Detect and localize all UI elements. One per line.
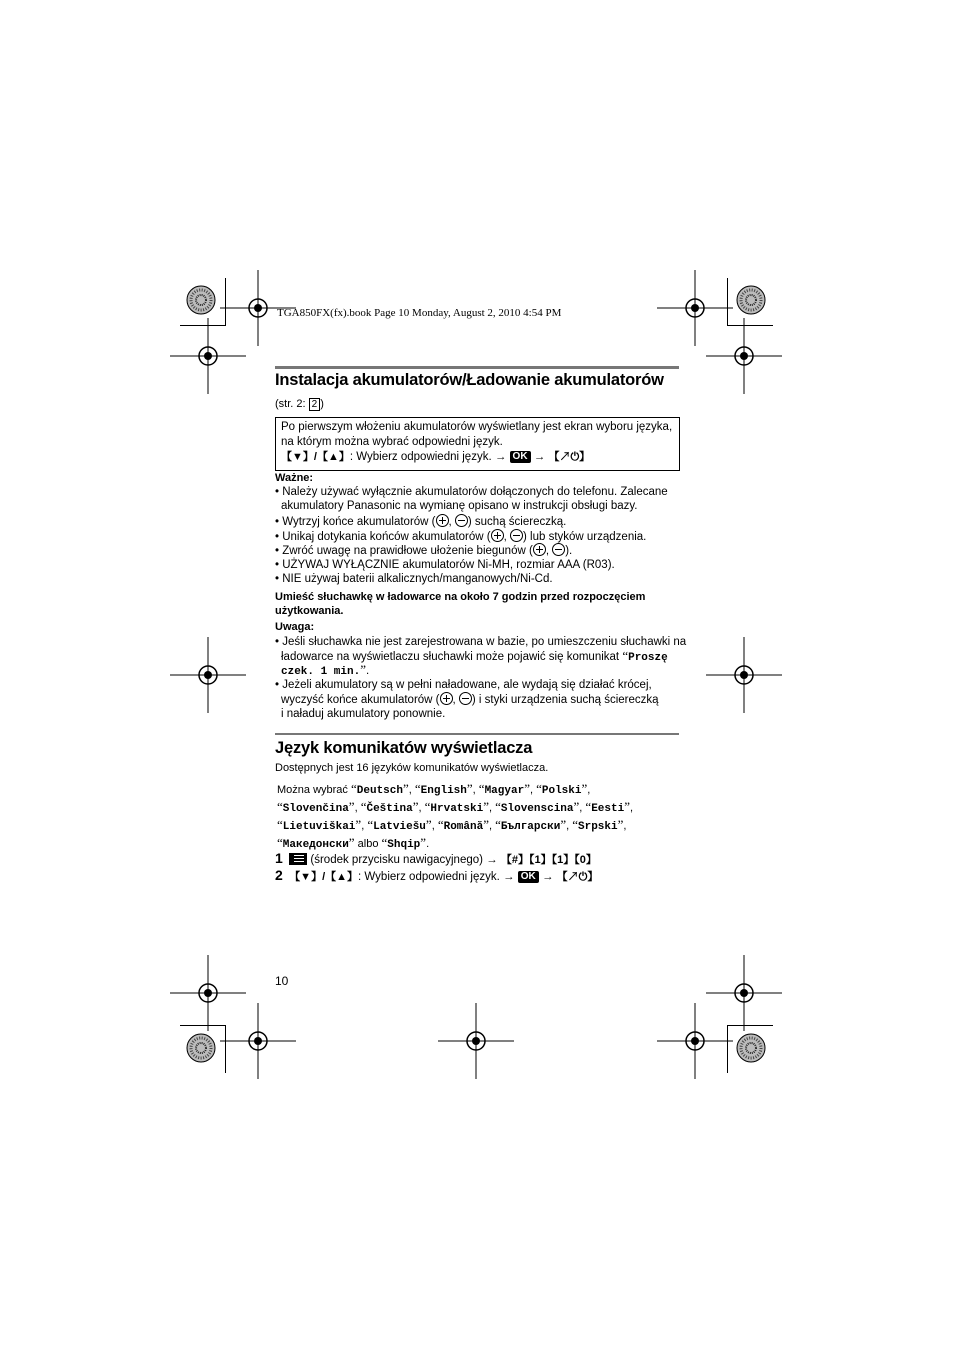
ok-button-icon: OK (518, 871, 539, 883)
list-item: i naładuj akumulatory ponownie. (281, 708, 446, 720)
arrow-icon: → (503, 871, 515, 883)
section-title-batteries: Instalacja akumulatorów/Ładowanie akumulatorów (275, 371, 664, 389)
plus-terminal-icon (533, 543, 546, 556)
arrow-icon: → (533, 451, 546, 463)
ok-button-icon: OK (510, 451, 531, 463)
step-2: 2 【▼】/【▲】: Wybierz odpowiedni język. → OK → 【↗⏻】 (275, 867, 599, 883)
minus-terminal-icon (455, 514, 468, 527)
box-line-1: Po pierwszym włożeniu akumulatorów wyświetlany jest ekran wyboru języka, (281, 421, 673, 433)
list-item: • NIE używaj baterii alkalicznych/manganowych/Ni-Cd. (275, 573, 553, 585)
display-message-cont: czek. 1 min. (281, 666, 361, 678)
list-item: • Należy używać wyłącznie akumulatorów dołączonych do telefonu. Zalecane (275, 486, 668, 498)
box-line-3: 【▼】/【▲】: Wybierz odpowiedni język. → OK → 【↗⏻】 (281, 450, 591, 463)
off-key-icon: 【↗⏻】 (556, 871, 599, 883)
language-list: Można wybrać “Deutsch”, “English”, “Magyar”, “Polski”, “Slovenčina”, “Čeština”, “Hrvatski”, “Slovenscina”, “Eesti”, “Lietuviškai”, “Latviešu”, “Română”, “Български”, “Srpski”, “Македонски” albo “Shqip”. (277, 781, 634, 851)
minus-terminal-icon (510, 529, 523, 542)
list-item: • Jeżeli akumulatory są w pełni naładowane, ale wydają się działać krócej, (275, 679, 652, 691)
book-header-line: TGA850FX(fx).book Page 10 Monday, August 2, 2010 4:54 PM (277, 307, 562, 319)
plus-terminal-icon (436, 514, 449, 527)
plus-terminal-icon (491, 529, 504, 542)
list-item: • Jeśli słuchawka nie jest zarejestrowana w bazie, po umieszczeniu słuchawki na (275, 636, 687, 648)
language-intro: Dostępnych jest 16 języków komunikatów wyświetlacza. (275, 762, 549, 774)
wazne-label: Ważne: (275, 472, 314, 484)
page-reference: (str. 2: 2 ) (275, 398, 324, 410)
off-key-icon: 【↗⏻】 (548, 451, 591, 463)
step-1: 1 (środek przycisku nawigacyjnego) → 【#】【1】【1】【0】 (275, 850, 597, 866)
list-item: • UŻYWAJ WYŁĄCZNIE akumulatorów Ni-MH, rozmiar AAA (R03). (275, 559, 615, 571)
key-sequence: 【#】【1】【1】【0】 (500, 854, 597, 866)
list-item: • Zwróć uwagę na prawidłowe ułożenie biegunów ( , ). (275, 545, 573, 557)
charge-instruction-cont: użytkowania. (275, 605, 344, 617)
section-rule (275, 733, 679, 735)
minus-terminal-icon (552, 543, 565, 556)
list-item: ładowarce na wyświetlaczu słuchawki może pojawić się komunikat “Proszę (281, 648, 668, 664)
section-rule (275, 366, 679, 369)
list-item: wyczyść końce akumulatorów ( , ) i styki urządzenia suchą ściereczką (281, 694, 659, 706)
list-item: • Unikaj dotykania końców akumulatorów ( , ) lub styków urządzenia. (275, 531, 647, 543)
display-message: Proszę (628, 652, 668, 664)
section-title-language: Język komunikatów wyświetlacza (275, 739, 533, 757)
down-up-keys: 【▼】/【▲】 (289, 871, 359, 883)
arrow-icon: → (541, 871, 554, 883)
arrow-icon: → (494, 451, 507, 463)
menu-icon (289, 853, 307, 865)
charge-instruction: Umieść słuchawkę w ładowarce na około 7 godzin przed rozpoczęciem (275, 591, 646, 603)
down-up-keys: 【▼】/【▲】 (281, 451, 350, 463)
ref-number-box: 2 (309, 398, 321, 411)
box-line-2: na którym można wybrać odpowiedni język. (281, 436, 503, 448)
page-number: 10 (275, 974, 289, 988)
uwaga-label: Uwaga: (275, 621, 315, 633)
list-item: czek. 1 min.”. (281, 662, 370, 678)
list-item: • Wytrzyj końce akumulatorów ( , ) suchą ściereczką. (275, 516, 567, 528)
minus-terminal-icon (459, 692, 472, 705)
plus-terminal-icon (440, 692, 453, 705)
arrow-icon: → (486, 854, 498, 866)
list-item: akumulatory Panasonic na wymianę opisano w instrukcji obsługi bazy. (281, 500, 638, 512)
